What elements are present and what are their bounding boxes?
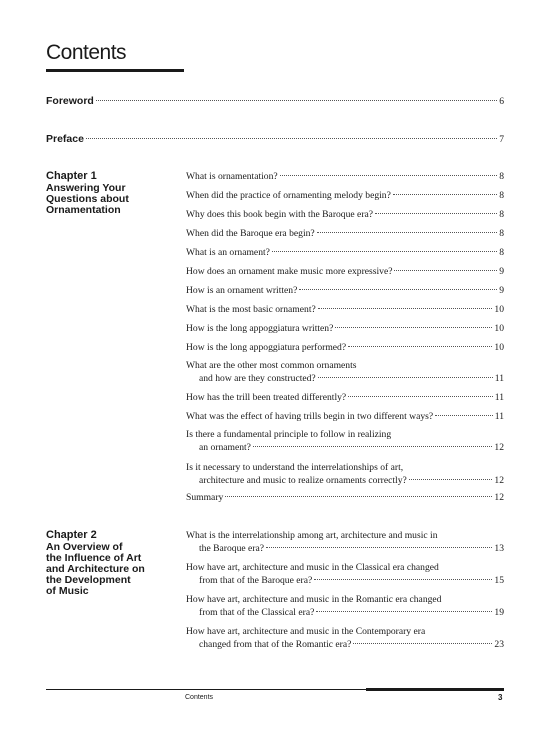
footer-label: Contents xyxy=(185,694,214,701)
toc-entry-page: 10 xyxy=(494,342,504,353)
toc-entry-page: 8 xyxy=(499,228,504,239)
toc-entry-preface[interactable] xyxy=(46,133,504,145)
toc-entry-label-line2: the Baroque era? xyxy=(199,543,264,554)
toc-entry-page: 11 xyxy=(494,373,504,384)
toc-entry-page: 8 xyxy=(499,209,504,220)
toc-entry[interactable] xyxy=(186,190,504,201)
leader-dots xyxy=(348,396,493,397)
page-number: 3 xyxy=(498,693,503,702)
leader-dots xyxy=(225,496,492,497)
toc-entry-label-line1: How have art, architecture and music in the Romantic era changed xyxy=(186,594,442,605)
footer-rule xyxy=(46,689,366,690)
toc-entry[interactable] xyxy=(186,209,504,220)
toc-entry-label-line1: Is it necessary to understand the interrelationships of art, xyxy=(186,462,404,473)
toc-entry-two-line[interactable] xyxy=(186,428,504,454)
leader-dots xyxy=(317,232,498,233)
leader-dots xyxy=(409,479,493,480)
leader-dots xyxy=(266,547,492,548)
toc-entry[interactable] xyxy=(186,266,504,277)
chapter-number: Chapter 2 xyxy=(46,529,97,541)
leader-dots xyxy=(299,289,497,290)
toc-entry-label: When did the Baroque era begin? xyxy=(186,228,315,239)
leader-dots xyxy=(335,327,492,328)
toc-entry-label-line1: What is the interrelationship among art, architecture and music in xyxy=(186,530,438,541)
toc-entry[interactable] xyxy=(186,285,504,296)
leader-dots xyxy=(375,213,497,214)
toc-entry[interactable] xyxy=(186,304,504,315)
toc-entry-foreword[interactable] xyxy=(46,95,504,107)
leader-dots xyxy=(348,346,492,347)
toc-entry-page: 8 xyxy=(499,171,504,182)
chapter-subtitle-line: Answering Your xyxy=(46,182,126,194)
footer-rule-thick xyxy=(366,688,504,691)
leader-dots xyxy=(280,175,498,176)
leader-dots xyxy=(314,579,492,580)
page-title: Contents xyxy=(46,41,127,64)
toc-entry-page: 13 xyxy=(494,543,504,554)
toc-entry-two-line[interactable] xyxy=(186,625,504,651)
toc-entry[interactable] xyxy=(186,411,504,422)
toc-entry-two-line[interactable] xyxy=(186,461,504,487)
toc-entry-label: How is the long appoggiatura written? xyxy=(186,323,334,334)
toc-entry-label-line2: from that of the Baroque era? xyxy=(199,575,313,586)
toc-entry-label: Why does this book begin with the Baroque era? xyxy=(186,209,374,220)
leader-dots xyxy=(316,611,492,612)
toc-entry-label-line1: What are the other most common ornaments xyxy=(186,360,357,371)
toc-entry-label: What is ornamentation? xyxy=(186,171,278,182)
toc-entry-page: 23 xyxy=(494,639,504,650)
leader-dots xyxy=(272,251,497,252)
toc-entry-page: 10 xyxy=(494,323,504,334)
toc-entry-two-line[interactable] xyxy=(186,561,504,587)
toc-entry-page: 11 xyxy=(494,411,504,422)
toc-entry-page: 9 xyxy=(499,285,504,296)
chapter-2-heading xyxy=(46,530,145,597)
chapter-subtitle-line: An Overview of xyxy=(46,541,123,553)
toc-entry-label: What was the effect of having trills begin in two different ways? xyxy=(186,411,434,422)
toc-entry-label-line2: an ornament? xyxy=(199,442,251,453)
leader-dots xyxy=(393,194,497,195)
toc-entry-page: 12 xyxy=(494,492,504,503)
leader-dots xyxy=(353,643,492,644)
leader-dots xyxy=(435,415,493,416)
toc-entry-two-line[interactable] xyxy=(186,359,504,385)
leader-dots xyxy=(394,270,497,271)
chapter-subtitle-line: and Architecture on xyxy=(46,563,145,575)
toc-entry-page: 12 xyxy=(494,475,504,486)
toc-entry[interactable] xyxy=(186,228,504,239)
toc-entry-label: Preface xyxy=(46,133,84,145)
toc-entry-label-line2: architecture and music to realize ornaments correctly? xyxy=(199,475,407,486)
toc-entry-label: How is the long appoggiatura performed? xyxy=(186,342,347,353)
toc-entry-label: How does an ornament make music more expressive? xyxy=(186,266,393,277)
toc-entry-page: 6 xyxy=(499,96,504,107)
leader-dots xyxy=(86,138,497,139)
toc-entry-page: 9 xyxy=(499,266,504,277)
toc-entry-label-line2: and how are they constructed? xyxy=(199,373,316,384)
toc-entry-page: 11 xyxy=(494,392,504,403)
chapter-number: Chapter 1 xyxy=(46,170,97,182)
leader-dots xyxy=(318,308,493,309)
toc-entry[interactable] xyxy=(186,392,504,403)
chapter-subtitle-line: Ornamentation xyxy=(46,204,121,216)
toc-entry[interactable] xyxy=(186,247,504,258)
toc-entry-label-line1: How have art, architecture and music in the Contemporary era xyxy=(186,626,426,637)
toc-entry-page: 7 xyxy=(499,134,504,145)
toc-entry-label-line1: Is there a fundamental principle to follow in realizing xyxy=(186,429,392,440)
toc-entry-label: Foreword xyxy=(46,95,94,107)
toc-entry-page: 12 xyxy=(494,442,504,453)
toc-entry-label: When did the practice of ornamenting melody begin? xyxy=(186,190,391,201)
leader-dots xyxy=(96,100,497,101)
toc-entry-label: What is the most basic ornament? xyxy=(186,304,316,315)
toc-entry[interactable] xyxy=(186,323,504,334)
leader-dots xyxy=(318,377,493,378)
chapter-subtitle-line: Questions about xyxy=(46,193,129,205)
toc-entry-label-line2: from that of the Classical era? xyxy=(199,607,315,618)
chapter-subtitle-line: the Influence of Art xyxy=(46,552,142,564)
toc-entry-label: What is an ornament? xyxy=(186,247,270,258)
toc-entry-page: 8 xyxy=(499,190,504,201)
chapter-1-heading xyxy=(46,171,129,216)
toc-entry-label-line2: changed from that of the Romantic era? xyxy=(199,639,352,650)
toc-entry-two-line[interactable] xyxy=(186,529,504,555)
toc-entry-two-line[interactable] xyxy=(186,593,504,619)
toc-entry[interactable] xyxy=(186,171,504,182)
toc-entry-label-line1: How have art, architecture and music in the Classical era changed xyxy=(186,562,439,573)
chapter-subtitle-line: of Music xyxy=(46,585,89,597)
toc-entry-summary[interactable] xyxy=(186,492,504,503)
title-rule xyxy=(46,69,184,72)
toc-entry-label: How is an ornament written? xyxy=(186,285,298,296)
toc-entry-label: Summary xyxy=(186,492,224,503)
leader-dots xyxy=(253,446,492,447)
toc-entry[interactable] xyxy=(186,342,504,353)
toc-entry-page: 15 xyxy=(494,575,504,586)
toc-entry-page: 8 xyxy=(499,247,504,258)
toc-entry-label: How has the trill been treated differently? xyxy=(186,392,347,403)
toc-entry-page: 19 xyxy=(494,607,504,618)
chapter-subtitle-line: the Development xyxy=(46,574,131,586)
toc-entry-page: 10 xyxy=(494,304,504,315)
